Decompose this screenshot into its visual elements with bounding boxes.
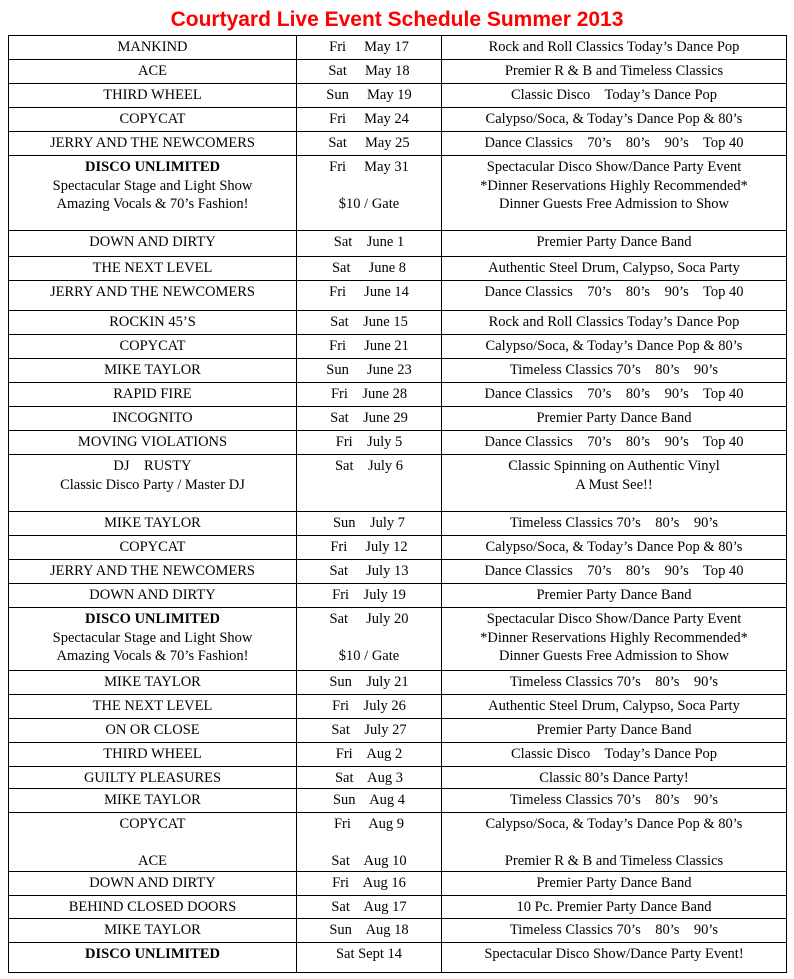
act-cell-line: COPYCAT xyxy=(119,816,186,832)
table-row xyxy=(9,407,787,431)
page-title: Courtyard Live Event Schedule Summer 2013 xyxy=(170,8,624,31)
table-row xyxy=(9,335,787,359)
act-cell xyxy=(9,608,297,671)
act-cell-line: Spectacular Stage and Light Show xyxy=(52,629,253,646)
date-cell xyxy=(297,36,442,60)
table-row xyxy=(9,789,787,813)
description-cell xyxy=(442,36,787,60)
act-cell-line: BEHIND CLOSED DOORS xyxy=(68,898,237,915)
date-cell-line: Fri Aug 9 xyxy=(333,816,405,832)
description-cell xyxy=(442,743,787,767)
act-cell xyxy=(9,536,297,560)
description-cell-line: Timeless Classics 70’s 80’s 90’s xyxy=(509,921,719,938)
table-row xyxy=(9,743,787,767)
act-cell-line: MIKE TAYLOR xyxy=(104,674,201,690)
description-cell xyxy=(442,407,787,431)
date-cell xyxy=(297,132,442,156)
act-cell-line: ACE xyxy=(138,853,167,869)
act-cell-line: Amazing Vocals & 70’s Fashion! xyxy=(56,196,249,212)
act-cell xyxy=(9,84,297,108)
description-cell-line: Calypso/Soca, & Today’s Dance Pop & 80’s xyxy=(485,816,743,832)
act-cell-line: MOVING VIOLATIONS xyxy=(77,434,228,450)
act-cell-line: ACE xyxy=(138,63,167,79)
description-cell-line: Authentic Steel Drum, Calypso, Soca Party xyxy=(488,698,740,714)
date-cell xyxy=(297,871,442,895)
date-cell-line: $10 / Gate xyxy=(338,196,400,212)
description-cell xyxy=(442,895,787,918)
description-cell xyxy=(442,813,787,872)
act-cell-line: GUILTY PLEASURES xyxy=(83,770,222,786)
date-cell-line: Fri July 5 xyxy=(335,434,403,450)
description-cell-line: Classic Disco Today’s Dance Pop xyxy=(510,87,718,103)
description-cell-line: Premier Party Dance Band xyxy=(536,722,692,738)
act-cell xyxy=(9,813,297,872)
date-cell xyxy=(297,84,442,108)
date-cell-line: Sun Aug 18 xyxy=(329,921,409,938)
schedule-body xyxy=(9,36,787,973)
date-cell-line: Sun July 7 xyxy=(332,515,406,531)
act-cell xyxy=(9,156,297,231)
act-cell-line: INCOGNITO xyxy=(112,410,193,426)
date-cell-line: Fri June 28 xyxy=(330,386,408,402)
description-cell-line: Timeless Classics 70’s 80’s 90’s xyxy=(509,515,719,531)
description-cell-line: Classic Spinning on Authentic Vinyl xyxy=(508,458,720,474)
act-cell-line: THIRD WHEEL xyxy=(103,87,202,103)
act-cell-line: DOWN AND DIRTY xyxy=(89,587,216,603)
description-cell xyxy=(442,767,787,789)
description-cell xyxy=(442,584,787,608)
act-cell-line: THIRD WHEEL xyxy=(103,746,202,762)
act-cell xyxy=(9,407,297,431)
table-row xyxy=(9,813,787,872)
description-cell xyxy=(442,281,787,311)
description-cell xyxy=(442,335,787,359)
table-row xyxy=(9,84,787,108)
date-cell-line: Sun June 23 xyxy=(326,362,412,378)
description-cell xyxy=(442,942,787,972)
act-cell xyxy=(9,257,297,281)
date-cell-line: Sat July 6 xyxy=(334,458,404,474)
table-row xyxy=(9,431,787,455)
schedule-table xyxy=(8,35,787,973)
act-cell xyxy=(9,132,297,156)
description-cell xyxy=(442,231,787,257)
date-cell-line xyxy=(300,629,438,648)
table-row xyxy=(9,455,787,512)
description-cell-line: Spectacular Disco Show/Dance Party Event! xyxy=(484,945,744,962)
act-cell xyxy=(9,431,297,455)
table-row xyxy=(9,281,787,311)
table-row xyxy=(9,584,787,608)
table-row xyxy=(9,512,787,536)
table-row xyxy=(9,871,787,895)
act-cell xyxy=(9,560,297,584)
date-cell xyxy=(297,918,442,942)
act-cell-line: MIKE TAYLOR xyxy=(104,515,201,531)
date-cell xyxy=(297,156,442,231)
act-cell-line: THE NEXT LEVEL xyxy=(92,698,213,714)
description-cell xyxy=(442,311,787,335)
table-row xyxy=(9,383,787,407)
description-cell xyxy=(442,257,787,281)
description-cell xyxy=(442,84,787,108)
description-cell-line: Premier R & B and Timeless Classics xyxy=(504,853,724,869)
act-cell xyxy=(9,942,297,972)
date-cell xyxy=(297,335,442,359)
description-cell-line: Rock and Roll Classics Today’s Dance Pop xyxy=(488,314,740,330)
description-cell-line: Calypso/Soca, & Today’s Dance Pop & 80’s xyxy=(485,111,743,127)
date-cell-line: Sat June 29 xyxy=(330,410,408,426)
date-cell-line: Sat July 20 xyxy=(329,611,409,627)
description-cell xyxy=(442,108,787,132)
description-cell-line: Premier Party Dance Band xyxy=(536,587,692,603)
date-cell xyxy=(297,108,442,132)
table-row xyxy=(9,60,787,84)
act-cell xyxy=(9,281,297,311)
table-row xyxy=(9,132,787,156)
date-cell-line: Fri May 31 xyxy=(329,159,409,175)
description-cell-line: Spectacular Disco Show/Dance Party Event xyxy=(486,159,742,175)
date-cell-line: Fri July 12 xyxy=(330,539,408,555)
table-row xyxy=(9,767,787,789)
date-cell-line: Sun Aug 4 xyxy=(332,792,406,808)
description-cell-line: Dance Classics 70’s 80’s 90’s Top 40 xyxy=(484,386,744,402)
description-cell-line: Calypso/Soca, & Today’s Dance Pop & 80’s xyxy=(485,539,743,555)
description-cell xyxy=(442,431,787,455)
description-cell-line: Premier Party Dance Band xyxy=(536,874,692,891)
act-cell-line: Amazing Vocals & 70’s Fashion! xyxy=(56,648,249,664)
description-cell xyxy=(442,60,787,84)
date-cell xyxy=(297,560,442,584)
table-row xyxy=(9,311,787,335)
description-cell-line: Spectacular Disco Show/Dance Party Event xyxy=(486,611,742,627)
act-cell xyxy=(9,359,297,383)
date-cell-line: Sat June 15 xyxy=(330,314,408,330)
description-cell-line: 10 Pc. Premier Party Dance Band xyxy=(516,898,712,915)
act-cell xyxy=(9,455,297,512)
description-cell-line: Dinner Guests Free Admission to Show xyxy=(499,648,729,664)
date-cell xyxy=(297,512,442,536)
description-cell-line: Authentic Steel Drum, Calypso, Soca Party xyxy=(488,260,740,276)
description-cell-line: Timeless Classics 70’s 80’s 90’s xyxy=(509,674,719,690)
table-row xyxy=(9,231,787,257)
act-cell-line: DISCO UNLIMITED xyxy=(85,159,220,175)
table-row xyxy=(9,719,787,743)
act-cell-line: DISCO UNLIMITED xyxy=(85,945,220,962)
date-cell-line xyxy=(300,834,438,853)
table-row xyxy=(9,108,787,132)
table-row xyxy=(9,695,787,719)
act-cell xyxy=(9,918,297,942)
act-cell xyxy=(9,311,297,335)
description-cell-line: *Dinner Reservations Highly Recommended* xyxy=(480,629,748,646)
description-cell xyxy=(442,512,787,536)
date-cell xyxy=(297,536,442,560)
act-cell xyxy=(9,719,297,743)
date-cell xyxy=(297,231,442,257)
date-cell-line: Sat June 8 xyxy=(331,260,407,276)
act-cell-line: MIKE TAYLOR xyxy=(104,792,201,808)
date-cell-line: Fri July 19 xyxy=(332,587,406,603)
date-cell-line: Sat Aug 17 xyxy=(331,898,407,915)
description-cell xyxy=(442,560,787,584)
description-cell xyxy=(442,383,787,407)
act-cell xyxy=(9,335,297,359)
act-cell-line: Classic Disco Party / Master DJ xyxy=(60,476,245,493)
description-cell-line: Dance Classics 70’s 80’s 90’s Top 40 xyxy=(484,135,744,151)
act-cell xyxy=(9,231,297,257)
act-cell xyxy=(9,743,297,767)
date-cell xyxy=(297,789,442,813)
act-cell-line: ON OR CLOSE xyxy=(105,722,200,738)
description-cell xyxy=(442,918,787,942)
description-cell xyxy=(442,608,787,671)
table-row xyxy=(9,560,787,584)
description-cell-line: Dance Classics 70’s 80’s 90’s Top 40 xyxy=(484,284,744,300)
date-cell xyxy=(297,383,442,407)
act-cell-line: COPYCAT xyxy=(119,338,186,354)
act-cell xyxy=(9,512,297,536)
act-cell-line: DOWN AND DIRTY xyxy=(89,874,216,891)
act-cell-line: MIKE TAYLOR xyxy=(104,921,201,938)
date-cell-line: Fri June 14 xyxy=(329,284,409,300)
act-cell xyxy=(9,871,297,895)
act-cell-line: MANKIND xyxy=(117,39,188,55)
date-cell xyxy=(297,895,442,918)
act-cell xyxy=(9,60,297,84)
act-cell xyxy=(9,671,297,695)
table-row xyxy=(9,257,787,281)
date-cell-line: Sat July 27 xyxy=(331,722,407,738)
act-cell xyxy=(9,789,297,813)
date-cell xyxy=(297,311,442,335)
date-cell-line: Fri May 17 xyxy=(329,39,409,55)
act-cell-line: RAPID FIRE xyxy=(113,386,192,402)
act-cell-line: JERRY AND THE NEWCOMERS xyxy=(49,563,256,579)
act-cell-line: MIKE TAYLOR xyxy=(104,362,201,378)
description-cell xyxy=(442,455,787,512)
date-cell xyxy=(297,431,442,455)
table-row xyxy=(9,918,787,942)
act-cell-line: THE NEXT LEVEL xyxy=(92,260,213,276)
date-cell-line: Fri July 26 xyxy=(332,698,406,714)
act-cell-line: DISCO UNLIMITED xyxy=(85,611,220,627)
date-cell-line: Fri June 21 xyxy=(329,338,409,354)
date-cell-line: Sat May 25 xyxy=(328,135,410,151)
description-cell-line: A Must See!! xyxy=(575,476,653,493)
date-cell xyxy=(297,695,442,719)
description-cell-line: Timeless Classics 70’s 80’s 90’s xyxy=(509,362,719,378)
description-cell-line: Premier Party Dance Band xyxy=(536,410,692,426)
table-row xyxy=(9,895,787,918)
date-cell xyxy=(297,942,442,972)
table-row xyxy=(9,536,787,560)
act-cell xyxy=(9,895,297,918)
date-cell xyxy=(297,257,442,281)
description-cell xyxy=(442,132,787,156)
table-row xyxy=(9,359,787,383)
date-cell xyxy=(297,813,442,872)
description-cell-line: Dance Classics 70’s 80’s 90’s Top 40 xyxy=(484,434,744,450)
description-cell xyxy=(442,695,787,719)
date-cell-line: Sun July 21 xyxy=(329,674,409,690)
act-cell xyxy=(9,695,297,719)
act-cell-line: JERRY AND THE NEWCOMERS xyxy=(49,135,256,151)
date-cell xyxy=(297,743,442,767)
date-cell xyxy=(297,671,442,695)
description-cell-line: Dance Classics 70’s 80’s 90’s Top 40 xyxy=(484,563,744,579)
description-cell-line: Classic Disco Today’s Dance Pop xyxy=(510,746,718,762)
table-row xyxy=(9,36,787,60)
date-cell-line: Sat Aug 10 xyxy=(331,853,407,869)
date-cell-line: Sat Aug 3 xyxy=(334,770,404,786)
date-cell-line: Sat June 1 xyxy=(333,234,405,250)
date-cell-line: Sat Sept 14 xyxy=(335,945,403,962)
table-row xyxy=(9,156,787,231)
description-cell xyxy=(442,671,787,695)
date-cell xyxy=(297,281,442,311)
date-cell-line: Sun May 19 xyxy=(326,87,412,103)
date-cell-line xyxy=(300,177,438,196)
date-cell-line: $10 / Gate xyxy=(338,648,400,664)
date-cell xyxy=(297,407,442,431)
description-cell-line: Dinner Guests Free Admission to Show xyxy=(499,196,729,212)
description-cell xyxy=(442,719,787,743)
act-cell xyxy=(9,108,297,132)
table-row xyxy=(9,671,787,695)
description-cell-line: Timeless Classics 70’s 80’s 90’s xyxy=(509,792,719,808)
date-cell xyxy=(297,455,442,512)
date-cell xyxy=(297,767,442,789)
act-cell-line: COPYCAT xyxy=(119,539,186,555)
table-row xyxy=(9,942,787,972)
act-cell-line xyxy=(12,834,293,853)
act-cell xyxy=(9,383,297,407)
table-row xyxy=(9,608,787,671)
description-cell xyxy=(442,871,787,895)
description-cell-line: Calypso/Soca, & Today’s Dance Pop & 80’s xyxy=(485,338,743,354)
description-cell xyxy=(442,536,787,560)
act-cell-line: ROCKIN 45’S xyxy=(109,314,196,330)
act-cell-line: DJ RUSTY xyxy=(113,458,192,474)
description-cell-line: *Dinner Reservations Highly Recommended* xyxy=(480,177,748,194)
date-cell xyxy=(297,719,442,743)
act-cell-line: COPYCAT xyxy=(119,111,186,127)
date-cell-line: Sat July 13 xyxy=(329,563,409,579)
date-cell-line: Fri Aug 2 xyxy=(335,746,403,762)
description-cell xyxy=(442,789,787,813)
description-cell-line: Rock and Roll Classics Today’s Dance Pop xyxy=(488,39,740,55)
date-cell-line: Sat May 18 xyxy=(328,63,410,79)
date-cell xyxy=(297,60,442,84)
date-cell xyxy=(297,584,442,608)
act-cell xyxy=(9,767,297,789)
act-cell xyxy=(9,36,297,60)
description-cell xyxy=(442,359,787,383)
date-cell-line: Fri May 24 xyxy=(329,111,409,127)
date-cell-line: Fri Aug 16 xyxy=(332,874,406,891)
date-cell xyxy=(297,359,442,383)
description-cell-line: Premier Party Dance Band xyxy=(536,234,692,250)
date-cell xyxy=(297,608,442,671)
description-cell-line xyxy=(445,834,783,853)
act-cell-line: DOWN AND DIRTY xyxy=(89,234,216,250)
act-cell xyxy=(9,584,297,608)
act-cell-line: Spectacular Stage and Light Show xyxy=(52,177,253,194)
description-cell-line: Classic 80’s Dance Party! xyxy=(539,770,689,786)
description-cell xyxy=(442,156,787,231)
act-cell-line: JERRY AND THE NEWCOMERS xyxy=(49,284,256,300)
description-cell-line: Premier R & B and Timeless Classics xyxy=(504,63,724,79)
